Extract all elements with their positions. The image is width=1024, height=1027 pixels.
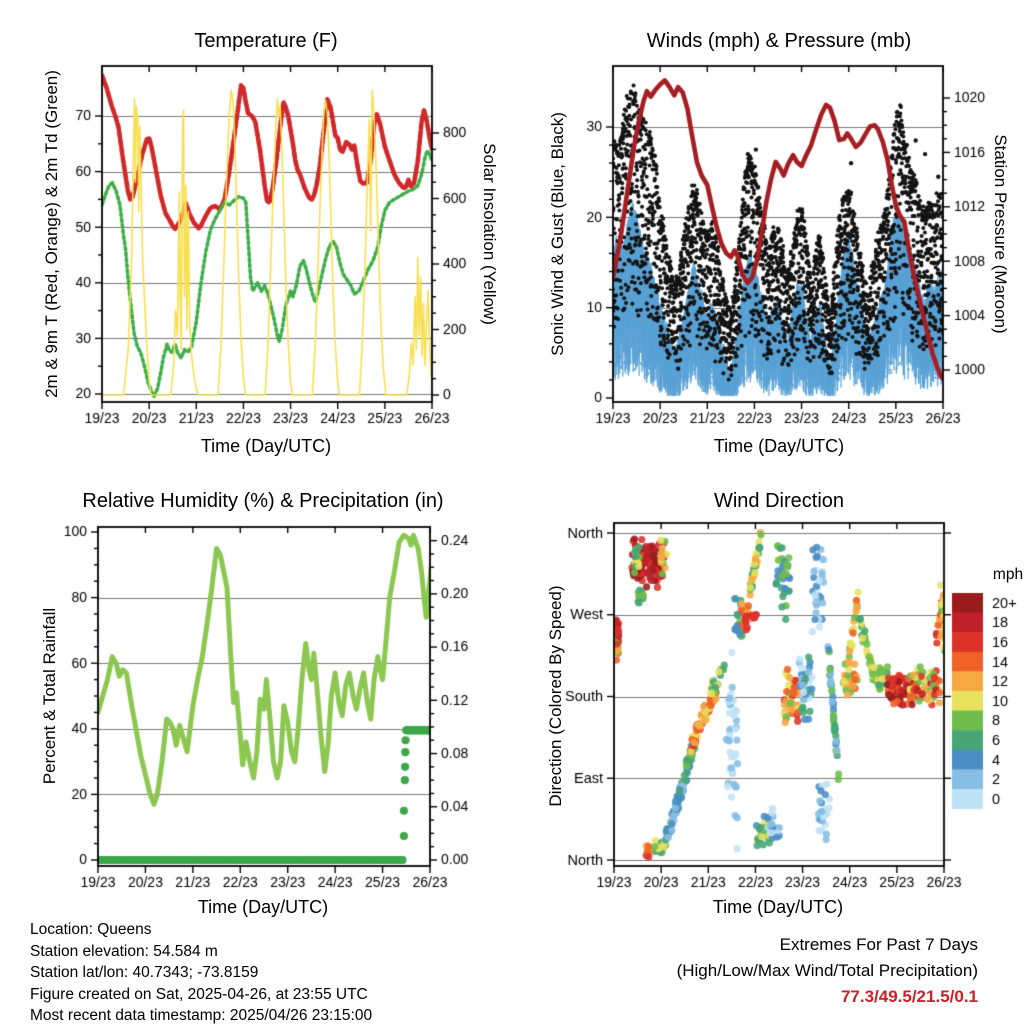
wind-speed-legend-title: mph — [992, 566, 1024, 583]
figure-created: Figure created on Sat, 2025-04-26, at 23:55 UTC — [30, 985, 368, 1003]
winds-chart-title: Winds (mph) & Pressure (mb) — [646, 30, 912, 52]
direction-xaxis-label: Time (Day/UTC) — [712, 897, 844, 917]
humidity-chart-title: Relative Humidity (%) & Precipitation (in) — [82, 490, 444, 512]
station-location: Location: Queens — [30, 921, 152, 938]
wind-yaxis-label-left: Sonic Wind & Gust (Blue, Black) — [548, 112, 567, 356]
temperature-chart-title: Temperature (F) — [194, 30, 338, 52]
temperature-xaxis-label: Time (Day/UTC) — [200, 436, 332, 456]
winds-xaxis-label: Time (Day/UTC) — [713, 436, 845, 456]
temperature-yaxis-label-left: 2m & 9m T (Red, Orange) & 2m Td (Green) — [42, 70, 61, 398]
station-elevation: Station elevation: 54.584 m — [30, 942, 218, 960]
direction-yaxis-label-left: Direction (Colored By Speed) — [546, 585, 565, 807]
solar-yaxis-label-right: Solar Insolation (Yellow) — [480, 143, 499, 325]
humidity-xaxis-label: Time (Day/UTC) — [197, 897, 329, 917]
wind-direction-chart-canvas — [512, 470, 1024, 940]
pressure-yaxis-label-right: Station Pressure (Maroon) — [991, 134, 1010, 334]
data-timestamp: Most recent data timestamp: 2025/04/26 23:15:00 — [30, 1007, 373, 1024]
station-latlon: Station lat/lon: 40.7343; -73.8159 — [30, 964, 259, 981]
extremes-values: 77.3/49.5/21.5/0.1 — [840, 987, 978, 1006]
wind-direction-chart-title: Wind Direction — [713, 490, 845, 512]
extremes-block — [677, 932, 978, 1010]
humidity-precip-chart-canvas — [0, 470, 512, 940]
humidity-yaxis-label-left: Percent & Total Rainfall — [40, 607, 59, 785]
station-info-block — [30, 919, 372, 1027]
extremes-heading: Extremes For Past 7 Days — [779, 935, 978, 954]
winds-pressure-chart-canvas — [512, 0, 1024, 470]
temperature-chart-canvas — [0, 0, 512, 470]
extremes-subheading: (High/Low/Max Wind/Total Precipitation) — [676, 961, 978, 980]
